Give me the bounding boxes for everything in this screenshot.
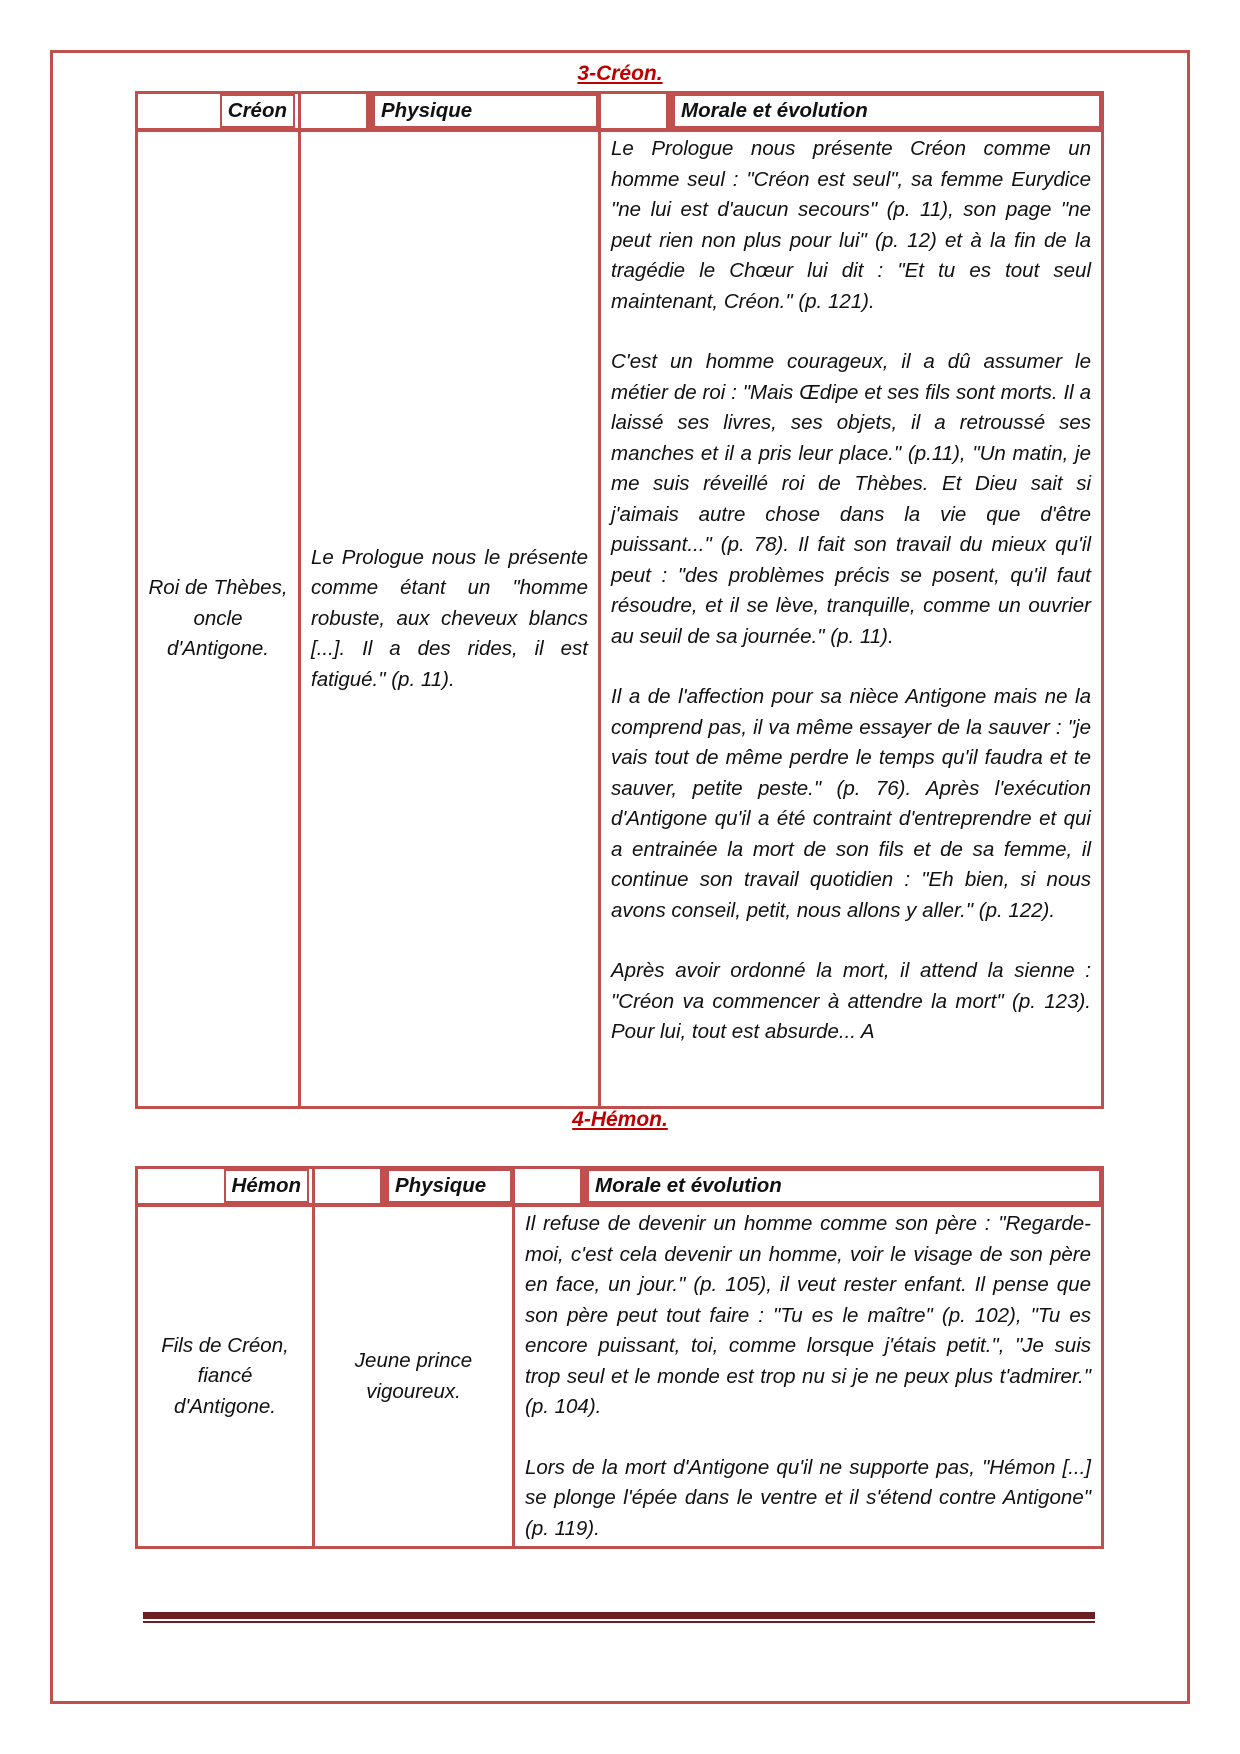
morale-paragraph: Lors de la mort d'Antigone qu'il ne supporte pas, "Hémon [...] se plonge l'épée dans le ventre et il s'étend contre Antigone" (p. 119). — [525, 1455, 1091, 1540]
header-character: Hémon — [224, 1169, 309, 1203]
section-title-creon: 3-Créon. — [577, 62, 663, 85]
identity-cell: Roi de Thèbes, oncle d'Antigone. — [137, 130, 300, 1108]
morale-paragraph: Il a de l'affection pour sa nièce Antigone mais ne la comprend pas, il va même essayer de la sauver : "je vais tout de même perdre le temps qu'il faudra et te sauver, petite peste." (p. 76). Après l'exécution d'Antigone qu'il a été contraint d'entreprendre et qui a entrainée la mort de son fils et de sa femme, il continue son travail quotidien : "Eh bien, si nous avons conseil, petit, nous allons y aller." (p. 122). — [611, 685, 1091, 922]
section-title-hemon: 4-Hémon. — [572, 1108, 668, 1131]
header-cell — [600, 93, 1103, 131]
header-morale: Morale et évolution — [666, 94, 1101, 128]
header-morale: Morale et évolution — [580, 1169, 1101, 1203]
morale-cell — [514, 1205, 1103, 1548]
footer-rule — [143, 1612, 1095, 1619]
header-physique: Physique — [380, 1169, 512, 1203]
hemon-table — [135, 1166, 1104, 1549]
header-cell — [514, 1168, 1103, 1206]
morale-paragraph: Le Prologue nous présente Créon comme un homme seul : "Créon est seul", sa femme Eurydice "ne lui est d'aucun secours" (p. 11), son page "ne peut rien non plus pour lui" (p. 12) et à la fin de la tragédie le Chœur lui dit : "Et tu es tout seul maintenant, Créon." (p. 121). — [611, 137, 1091, 313]
physique-cell: Le Prologue nous le présente comme étant un "homme robuste, aux cheveux blancs [...]. Il a des rides, il est fatigué." (p. 11). — [300, 130, 600, 1108]
header-cell — [137, 1168, 314, 1206]
table-row — [137, 130, 1103, 1108]
creon-table — [135, 91, 1104, 1109]
header-cell — [300, 93, 600, 131]
physique-cell: Jeune prince vigoureux. — [314, 1205, 514, 1548]
table-row — [137, 1205, 1103, 1548]
header-physique: Physique — [366, 94, 598, 128]
header-cell — [137, 93, 300, 131]
header-cell — [314, 1168, 514, 1206]
header-character: Créon — [220, 94, 295, 128]
morale-cell — [600, 130, 1103, 1108]
morale-paragraph: C'est un homme courageux, il a dû assumer le métier de roi : "Mais Œdipe et ses fils sont morts. Il a laissé ses livres, ses objets, il a retroussé ses manches et il a pris leur place." (p.11), "Un matin, je me suis réveillé roi de Thèbes. Et Dieu sait si j'aimais autre chose dans la vie que d'être puissant..." (p. 78). Il fait son travail du mieux qu'il peut : "des problèmes précis se posent, qu'il faut résoudre, et il se lève, tranquille, comme un ouvrier au seuil de sa journée." (p. 11). — [611, 350, 1091, 648]
table-header-row — [137, 1168, 1103, 1206]
morale-paragraph: Il refuse de devenir un homme comme son père : "Regarde-moi, c'est cela devenir un homme, voir le visage de son père en face, un jour." (p. 105), il veut rester enfant. Il pense que son père peut tout faire : "Tu es le maître" (p. 102), "Tu es encore puissant, toi, comme lorsque j'étais petit.", "Je suis trop seul et le monde est trop nu si je ne peux plus t'admirer." (p. 104). — [525, 1212, 1091, 1418]
table-header-row — [137, 93, 1103, 131]
identity-cell: Fils de Créon, fiancé d'Antigone. — [137, 1205, 314, 1548]
morale-paragraph: Après avoir ordonné la mort, il attend la sienne : "Créon va commencer à attendre la mort" (p. 123). Pour lui, tout est absurde... A — [611, 959, 1091, 1043]
footer-rule-thin — [143, 1621, 1095, 1623]
